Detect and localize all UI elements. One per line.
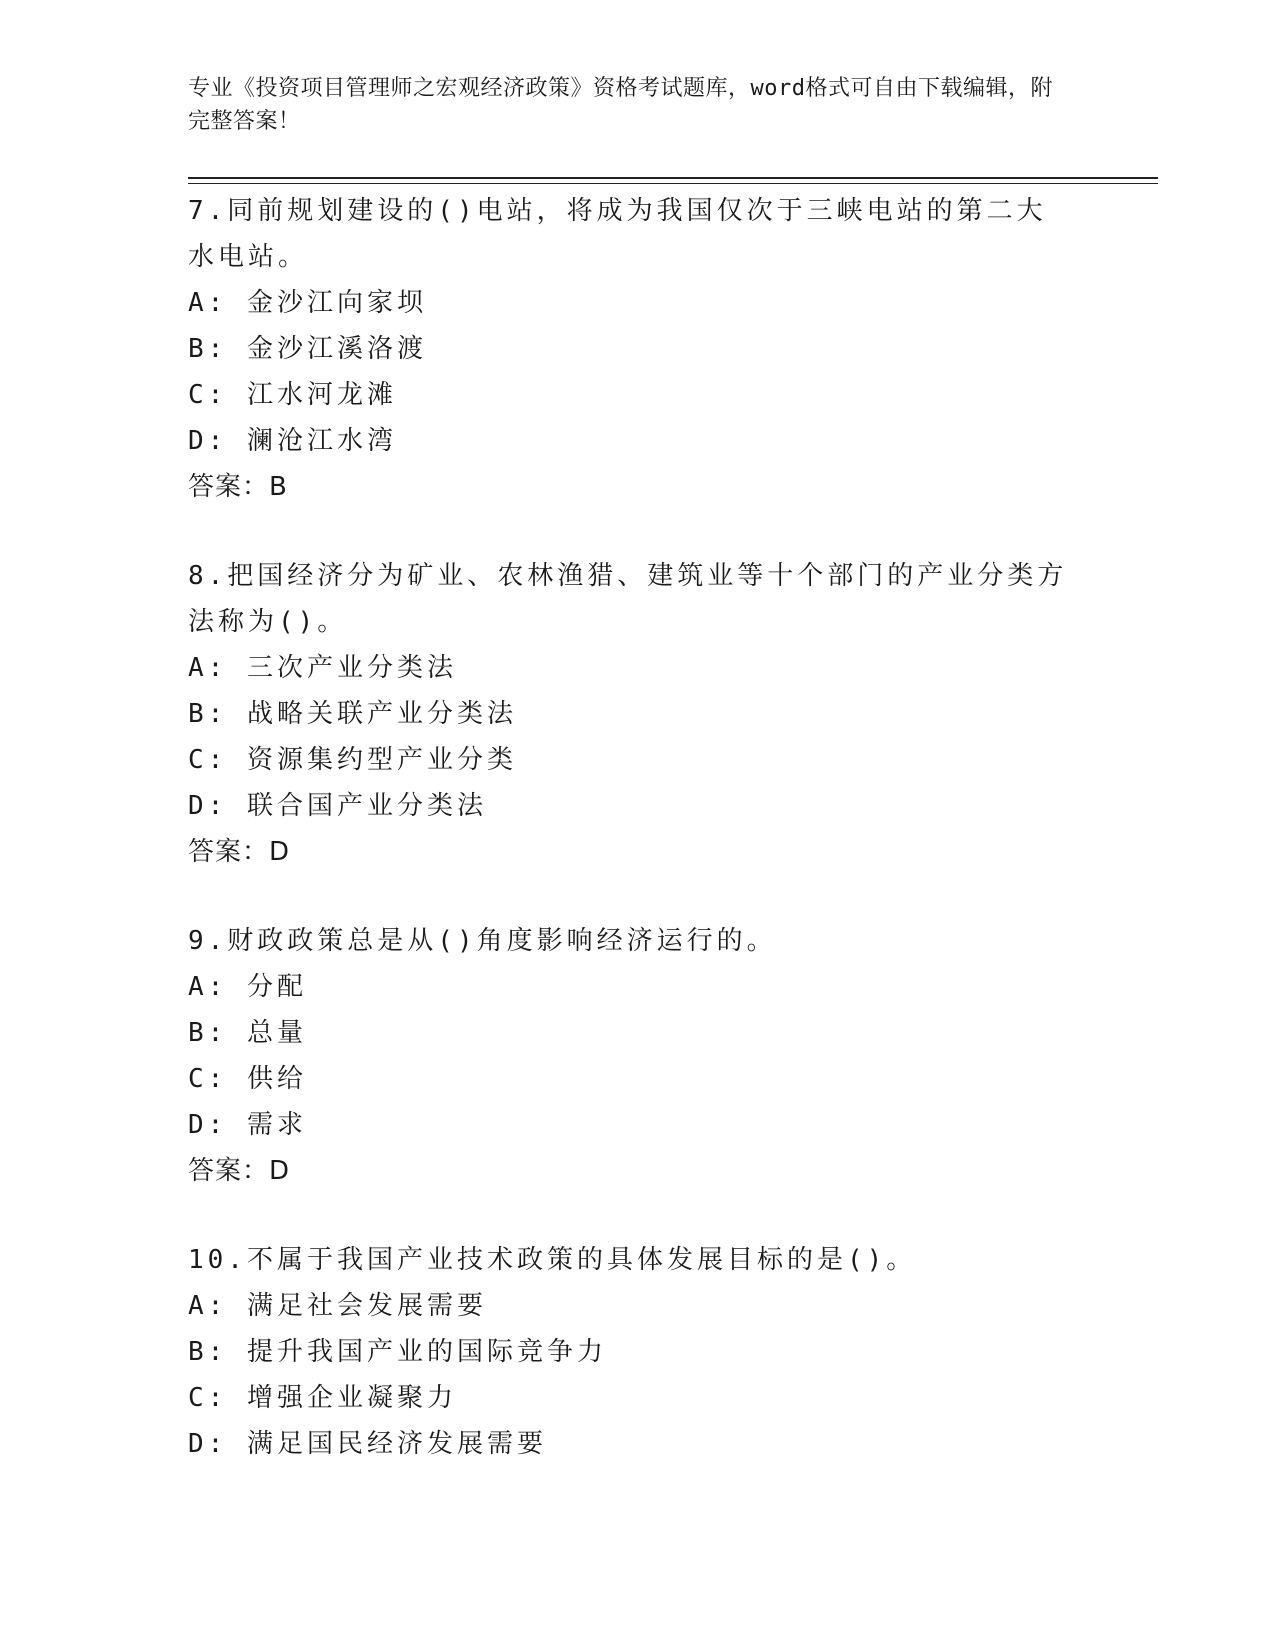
- option-d: D: 澜沧江水湾: [188, 426, 397, 456]
- option-c: C: 资源集约型产业分类: [188, 745, 517, 775]
- question-stem: 9.财政政策总是从()角度影响经济运行的。: [188, 926, 777, 956]
- option-c: C: 增强企业凝聚力: [188, 1383, 457, 1413]
- option-c: C: 供给: [188, 1064, 307, 1094]
- option-a: A: 三次产业分类法: [188, 653, 457, 683]
- header-divider-thin: [188, 183, 1158, 184]
- answer-line: 答案：B: [188, 472, 288, 502]
- question-10: [188, 1237, 1068, 1467]
- option-a: A: 满足社会发展需要: [188, 1291, 487, 1321]
- question-8: [188, 553, 1068, 875]
- option-a: A: 金沙江向家坝: [188, 288, 427, 318]
- option-d: D: 联合国产业分类法: [188, 791, 487, 821]
- option-d: D: 需求: [188, 1110, 307, 1140]
- option-d: D: 满足国民经济发展需要: [188, 1429, 547, 1459]
- question-stem: 7.同前规划建设的()电站，将成为我国仅次于三峡电站的第二大水电站。: [188, 196, 1047, 272]
- question-stem: 8.把国经济分为矿业、农林渔猎、建筑业等十个部门的产业分类方法称为()。: [188, 561, 1068, 637]
- header-divider-thick: [188, 177, 1158, 179]
- document-header: 专业《投资项目管理师之宏观经济政策》资格考试题库，word格式可自由下载编辑，附完整答案！: [188, 76, 1053, 134]
- option-b: B: 提升我国产业的国际竞争力: [188, 1337, 607, 1367]
- question-9: [188, 918, 1068, 1194]
- answer-line: 答案：D: [188, 1156, 291, 1186]
- option-a: A: 分配: [188, 972, 307, 1002]
- answer-line: 答案：D: [188, 837, 291, 867]
- option-c: C: 江水河龙滩: [188, 380, 397, 410]
- option-b: B: 总量: [188, 1018, 307, 1048]
- option-b: B: 战略关联产业分类法: [188, 699, 517, 729]
- question-stem: 10.不属于我国产业技术政策的具体发展目标的是()。: [188, 1245, 917, 1275]
- option-b: B: 金沙江溪洛渡: [188, 334, 427, 364]
- question-7: [188, 188, 1068, 510]
- question-list: [188, 188, 1068, 1467]
